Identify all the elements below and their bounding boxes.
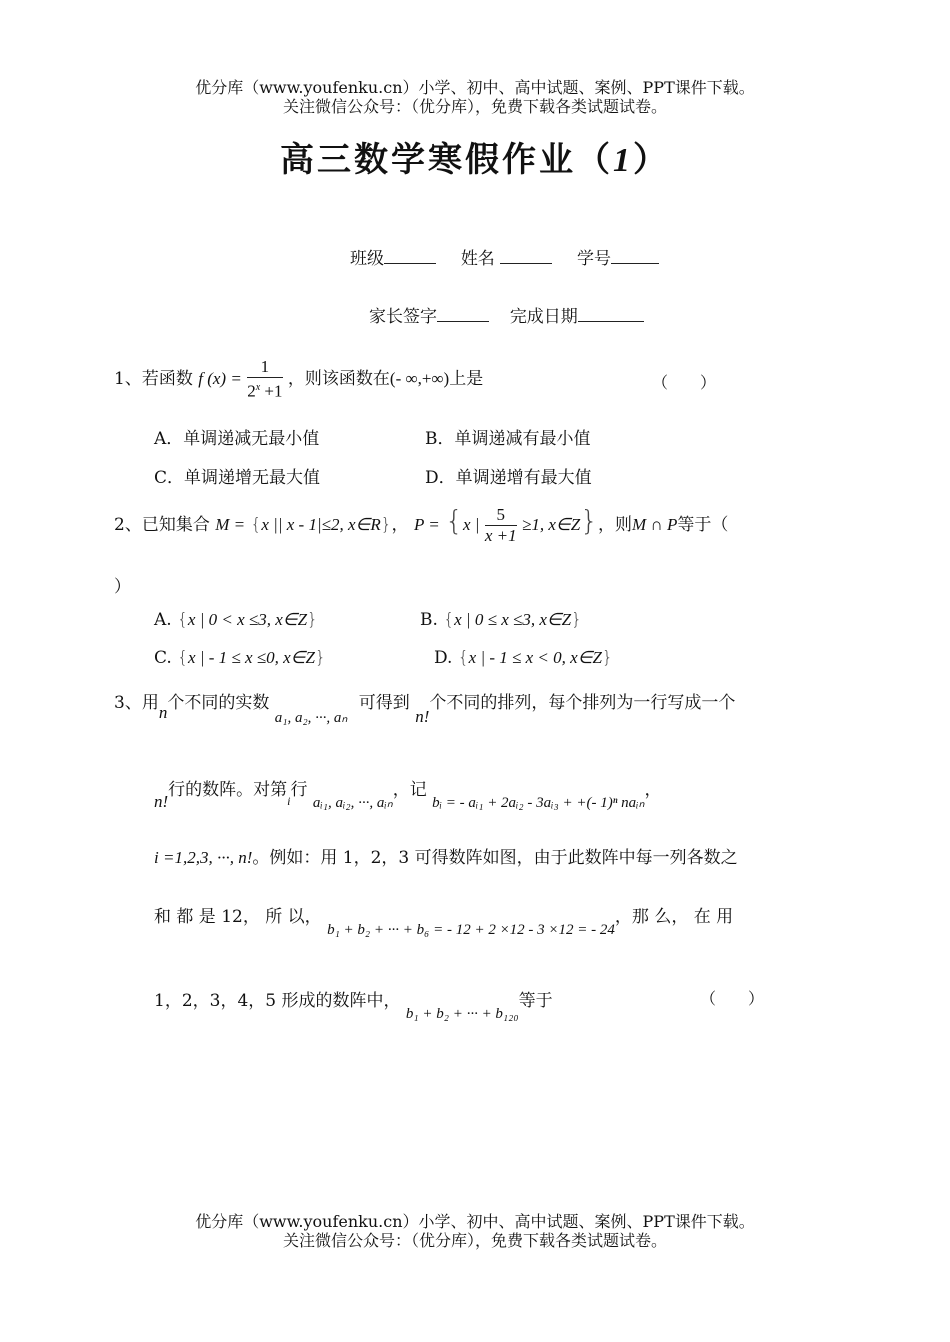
q2-option-a[interactable]: A. {x | 0 < x ≤3, x∈Z} xyxy=(154,610,318,630)
q1-option-d[interactable]: D．单调递增有最大值 xyxy=(425,468,592,488)
q1-answer-paren[interactable]: （ ） xyxy=(652,373,717,392)
parent-sign-label: 家长签字 xyxy=(369,307,437,327)
q1-fraction: $\frac{1}{2^x +1}$ xyxy=(247,357,283,401)
header-line-1: 优分库（www.youfenku.cn）小学、初中、高中试题、案例、PPT课件下载。 xyxy=(195,78,755,97)
header-line-2: 关注微信公众号：（优分库），免费下载各类试题试卷。 xyxy=(282,97,667,116)
date-label: 完成日期 xyxy=(509,307,578,327)
id-label: 学号 xyxy=(577,249,612,269)
question-2: 2、已知集合 M = {x || x - 1|≤2, x∈R}， P = {x | $\frac{5}{x +1}$ ≥1, x∈Z}，则M ∩ P等于（ xyxy=(114,504,729,545)
question-3-line-3: i =1,2,3, ···, n!。例如：用 1，2，3 可得数阵如图，由于此数阵中每一列各数之 xyxy=(154,848,738,868)
parent-info-row xyxy=(369,302,644,327)
q2-option-b[interactable]: B. {x | 0 ≤ x ≤3, x∈Z} xyxy=(420,610,582,630)
q1-option-b[interactable]: B．单调递减有最小值 xyxy=(425,429,591,449)
question-1: 1、若函数 f (x) = $\frac{1}{2^x +1}$ ，则该函数在(- ∞,+∞)上是 xyxy=(114,357,484,401)
question-3-line-2: n!行的数阵。对第$_i$行 aᵢ₁, aᵢ₂, ···, aᵢₙ，记 bᵢ = - aᵢ₁ + 2aᵢ₂ - 3aᵢ₃ + +(- 1)ⁿ naᵢₙ， xyxy=(154,780,662,811)
q3-answer-paren[interactable]: （ ） xyxy=(700,989,765,1008)
page-title: 高三数学寒假作业（1） xyxy=(280,140,670,180)
q2-close-paren[interactable]: ） xyxy=(114,577,131,597)
q2-option-c[interactable]: C. {x | - 1 ≤ x ≤0, x∈Z} xyxy=(154,648,326,668)
q2-fraction: $\frac{5}{x +1}$ xyxy=(484,505,517,545)
q2-option-d[interactable]: D. {x | - 1 ≤ x < 0, x∈Z} xyxy=(434,648,613,668)
student-info-row xyxy=(350,244,659,269)
class-label: 班级 xyxy=(350,249,384,269)
class-blank[interactable] xyxy=(384,247,436,264)
parent-sign-blank[interactable] xyxy=(437,305,489,322)
question-3-line-1: 3、用n个不同的实数 a₁, a₂, ···, aₙ 可得到 n!个不同的排列，每个排列为一行写成一个 xyxy=(114,693,736,726)
id-blank[interactable] xyxy=(611,247,659,264)
name-blank[interactable] xyxy=(500,247,552,264)
name-label: 姓名 xyxy=(460,249,495,269)
date-blank[interactable] xyxy=(578,305,644,322)
question-3-line-5: 1，2，3，4，5 形成的数阵中， b₁ + b₂ + ··· + b₁₂₀等于 xyxy=(154,991,553,1022)
question-3-line-4: 和 都 是 12， 所 以， b₁ + b₂ + ··· + b₆ = - 12 + 2 ×12 - 3 ×12 = - 24，那 么， 在 用 xyxy=(154,907,734,938)
footer-line-1: 优分库（www.youfenku.cn）小学、初中、高中试题、案例、PPT课件下载。 xyxy=(195,1212,755,1231)
q1-option-a[interactable]: A．单调递减无最小值 xyxy=(154,429,320,449)
footer-line-2: 关注微信公众号：（优分库），免费下载各类试题试卷。 xyxy=(282,1231,667,1250)
q1-option-c[interactable]: C．单调递增无最大值 xyxy=(154,468,321,488)
